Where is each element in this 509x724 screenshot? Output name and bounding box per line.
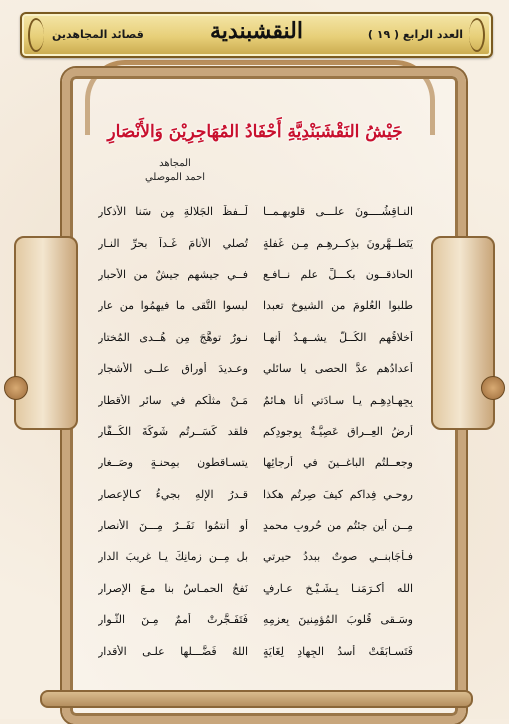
magazine-name: قصائد المجاهدين [52,28,144,41]
page-header [20,12,493,58]
verse-first-hemistich: أرضُ العِــراقِ عَصِيَّـةٌ بِوجودِكم [263,424,413,438]
verse-second-hemistich: لبسوا التُّقى ما فيهمُوا من عارِ [98,299,248,313]
left-knob-ornament [4,376,28,400]
verse-first-hemistich: فَتَسـابَقَتْ أُسدُ الجِهادِ لِغَايَةٍ [263,644,413,658]
poem-verses [98,196,413,667]
verse-line [98,259,413,290]
verse-second-hemistich: فــي جيشهم جيشٌ من الأحبارِ [98,267,248,281]
verse-second-hemistich: نـورٌ توهَّجَ مِن هُــدى المُختارِ [98,330,248,344]
verse-line [98,322,413,353]
verse-line [98,479,413,510]
verse-line [98,635,413,666]
left-scroll-ornament [14,236,78,430]
verse-second-hemistich: فلقد كَسَــرتُم شَوكَةَ الكُــفَّارِ [98,424,248,438]
verse-line [98,447,413,478]
verse-second-hemistich: تُصلي الأنامَ غَـداً بحرِّ النـارِ [98,236,248,250]
verse-line [98,196,413,227]
right-knob-ornament [481,376,505,400]
verse-second-hemistich: قـدرُ الإلهِ بجيءُ كـالإعصارِ [98,487,248,501]
author-title: المجاهد [159,158,191,169]
verse-second-hemistich: يتسـاقطون بمِحنـةٍ وصَــغارِ [98,456,248,470]
verse-line [98,416,413,447]
bottom-scroll-bar [40,690,473,708]
verse-line [98,604,413,635]
verse-line [98,573,413,604]
verse-first-hemistich: مِــن أين جئتُم من حُروبِ محمدٍ [263,519,413,533]
verse-first-hemistich: أعدادُهم عدَّ الحصى يا سائلي [263,362,413,376]
verse-line [98,510,413,541]
issue-number: العدد الرابع ( ١٩ ) [367,28,463,41]
verse-first-hemistich: أخلاقُهم الكُــلُّ يشــهـدُ أنهـا [263,330,413,344]
verse-first-hemistich: الله أكـرَمَنـا بِـشَـيْـخٍ عـارِفٍ [263,581,413,595]
verse-first-hemistich: بِجِهـادِهِـم يـا سـادَتي أنا هـائمٌ [263,393,413,407]
author-name: احمد الموصلي [144,172,206,183]
verse-second-hemistich: فَتَفَـجَّرتْ أممٌ مِـنَ الثُّـوارِ [98,613,248,627]
verse-first-hemistich: النـاقِشُــــونَ علـــى قلوبهـمــا [263,205,413,219]
verse-line [98,384,413,415]
verse-second-hemistich: نَفحُ الحمـاسُ بنا مـعَ الإصرارِ [98,581,248,595]
verse-first-hemistich: فـأجَابنــي صوتٌ ببددُ حيرتي [263,550,413,564]
verse-first-hemistich: وجعــلتُم الباغــينَ في أرجائِها [263,456,413,470]
right-scroll-ornament [431,236,495,430]
verse-first-hemistich: يَتَطــهَّرونَ بذِكــرهِـم مِـن غَفلةٍ [263,236,413,250]
verse-first-hemistich: وسَـقى قُلوبَ المُؤمِنينَ بِعزمِهِ [263,613,413,627]
verse-second-hemistich: اللهُ فَضَّـــلها علـى الأقدارِ [98,644,248,658]
verse-first-hemistich: الحاذقــون بكـــلِّ علم نــافـع [263,267,413,281]
verse-second-hemistich: لَــفظَ الجَلالةِ مِن سَنا الأذكارِ [98,205,248,219]
verse-line [98,290,413,321]
verse-second-hemistich: وعـديدَ أوراقٍ علــى الأشجارِ [98,362,248,376]
verse-line [98,227,413,258]
verse-first-hemistich: طلبوا العُلومَ من الشيوخ تعبدا [263,299,413,313]
verse-second-hemistich: مَـنْ مثلُكم في سائرِ الأقطارِ [98,393,248,407]
verse-line [98,541,413,572]
header-title: النقشبندية [210,18,303,44]
poem-title: جَيْشُ النَقْشَبَنْدِيَّةِ أَحْفَادُ المُهَاجِرِيْنَ وَالأَنْصَارِ [107,122,403,142]
verse-second-hemistich: أو أنتمُوا نَفَــرٌ مِـــنَ الأنصارِ [98,519,248,533]
verse-line [98,353,413,384]
verse-second-hemistich: بل مِــن زمانِكَ يـا غريبَ الدارِ [98,550,248,564]
verse-first-hemistich: روحـي فِداكم كيفَ صِرتُم هكذا [263,487,413,501]
